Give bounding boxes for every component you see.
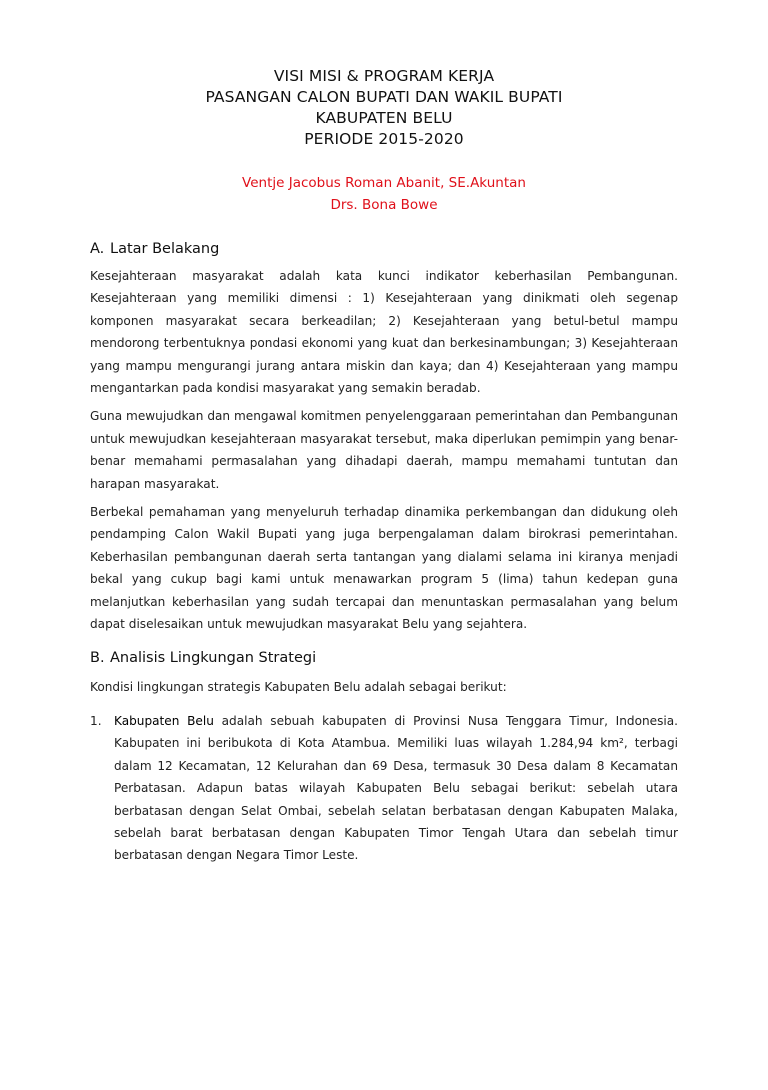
section-b-title: Analisis Lingkungan Strategi: [110, 649, 317, 666]
title-line-3: KABUPATEN BELU: [315, 109, 453, 127]
list-item-body: adalah sebuah kabupaten di Provinsi Nusa Tenggara Timur, Indonesia. Kabupaten ini beribukota di Kota Atambua. Memiliki luas wilayah 1.284,94 km², terbagi dalam 12 Kecamatan, 12 Kelurahan dan 69 Desa, termasuk 30 Desa dalam 8 Kecamatan Perbatasan. Adapun batas wilayah Kabupaten Belu sebagai berikut: sebelah utara berbatasan dengan Selat Ombai, sebelah selatan berbatasan dengan Kabupaten Malaka, sebelah barat berbatasan dengan Kabupaten Timor Tengah Utara dan sebelah timur berbatasan dengan Negara Timor Leste.: [114, 713, 678, 863]
section-b-number: B.: [90, 649, 105, 666]
section-a-heading: [90, 241, 678, 257]
section-a-title: Latar Belakang: [110, 241, 220, 257]
title-line-4: PERIODE 2015-2020: [304, 130, 464, 148]
candidate-names: [90, 172, 678, 216]
candidate-bupati: Ventje Jacobus Roman Abanit, SE.Akuntan: [242, 175, 526, 191]
title-line-2: PASANGAN CALON BUPATI DAN WAKIL BUPATI: [205, 88, 563, 106]
document-page: [0, 66, 768, 1090]
document-title: [90, 66, 678, 150]
section-a-paragraph-3: Berbekal pemahaman yang menyeluruh terhadap dinamika perkembangan dan didukung oleh pendamping Calon Wakil Bupati yang juga berpengalaman dalam birokrasi pemerintahan. Keberhasilan pembangunan daerah serta tantangan yang dialami selama ini kiranya menjadi bekal yang cukup bagi kami untuk menawarkan program 5 (lima) tahun kedepan guna melanjutkan keberhasilan yang sudah tercapai dan menuntaskan permasalahan yang belum dapat diselesaikan untuk mewujudkan masyarakat Belu yang sejahtera.: [90, 505, 678, 632]
list-item-number: 1.: [90, 713, 102, 728]
title-line-1: VISI MISI & PROGRAM KERJA: [273, 67, 495, 85]
section-b-intro: Kondisi lingkungan strategis Kabupaten Belu adalah sebagai berikut:: [90, 679, 507, 694]
section-a-number: A.: [90, 241, 105, 257]
section-b-heading: [90, 650, 678, 666]
list-item-lead: Kabupaten Belu: [114, 713, 214, 728]
list-item: [90, 710, 678, 867]
section-a-paragraph-1: Kesejahteraan masyarakat adalah kata kunci indikator keberhasilan Pembangunan. Kesejahteraan yang memiliki dimensi : 1) Kesejahteraan yang dinikmati oleh segenap komponen masyarakat secara berkeadilan; 2) Kesejahteraan yang betul-betul mampu mendorong terbentuknya pondasi ekonomi yang kuat dan berkesinambungan; 3) Kesejahteraan yang mampu mengurangi jurang antara miskin dan kaya; dan 4) Kesejahteraan yang mampu mengantarkan pada kondisi masyarakat yang semakin beradab.: [90, 269, 678, 396]
list-item-text: [114, 710, 678, 867]
candidate-wakil-bupati: Drs. Bona Bowe: [330, 197, 438, 213]
section-a-paragraph-2: Guna mewujudkan dan mengawal komitmen penyelenggaraan pemerintahan dan Pembangunan untuk mewujudkan kesejahteraan masyarakat tersebut, maka diperlukan pemimpin yang benar-benar memahami permasalahan yang dihadapi daerah, mampu memahami tuntutan dan harapan masyarakat.: [90, 409, 678, 491]
